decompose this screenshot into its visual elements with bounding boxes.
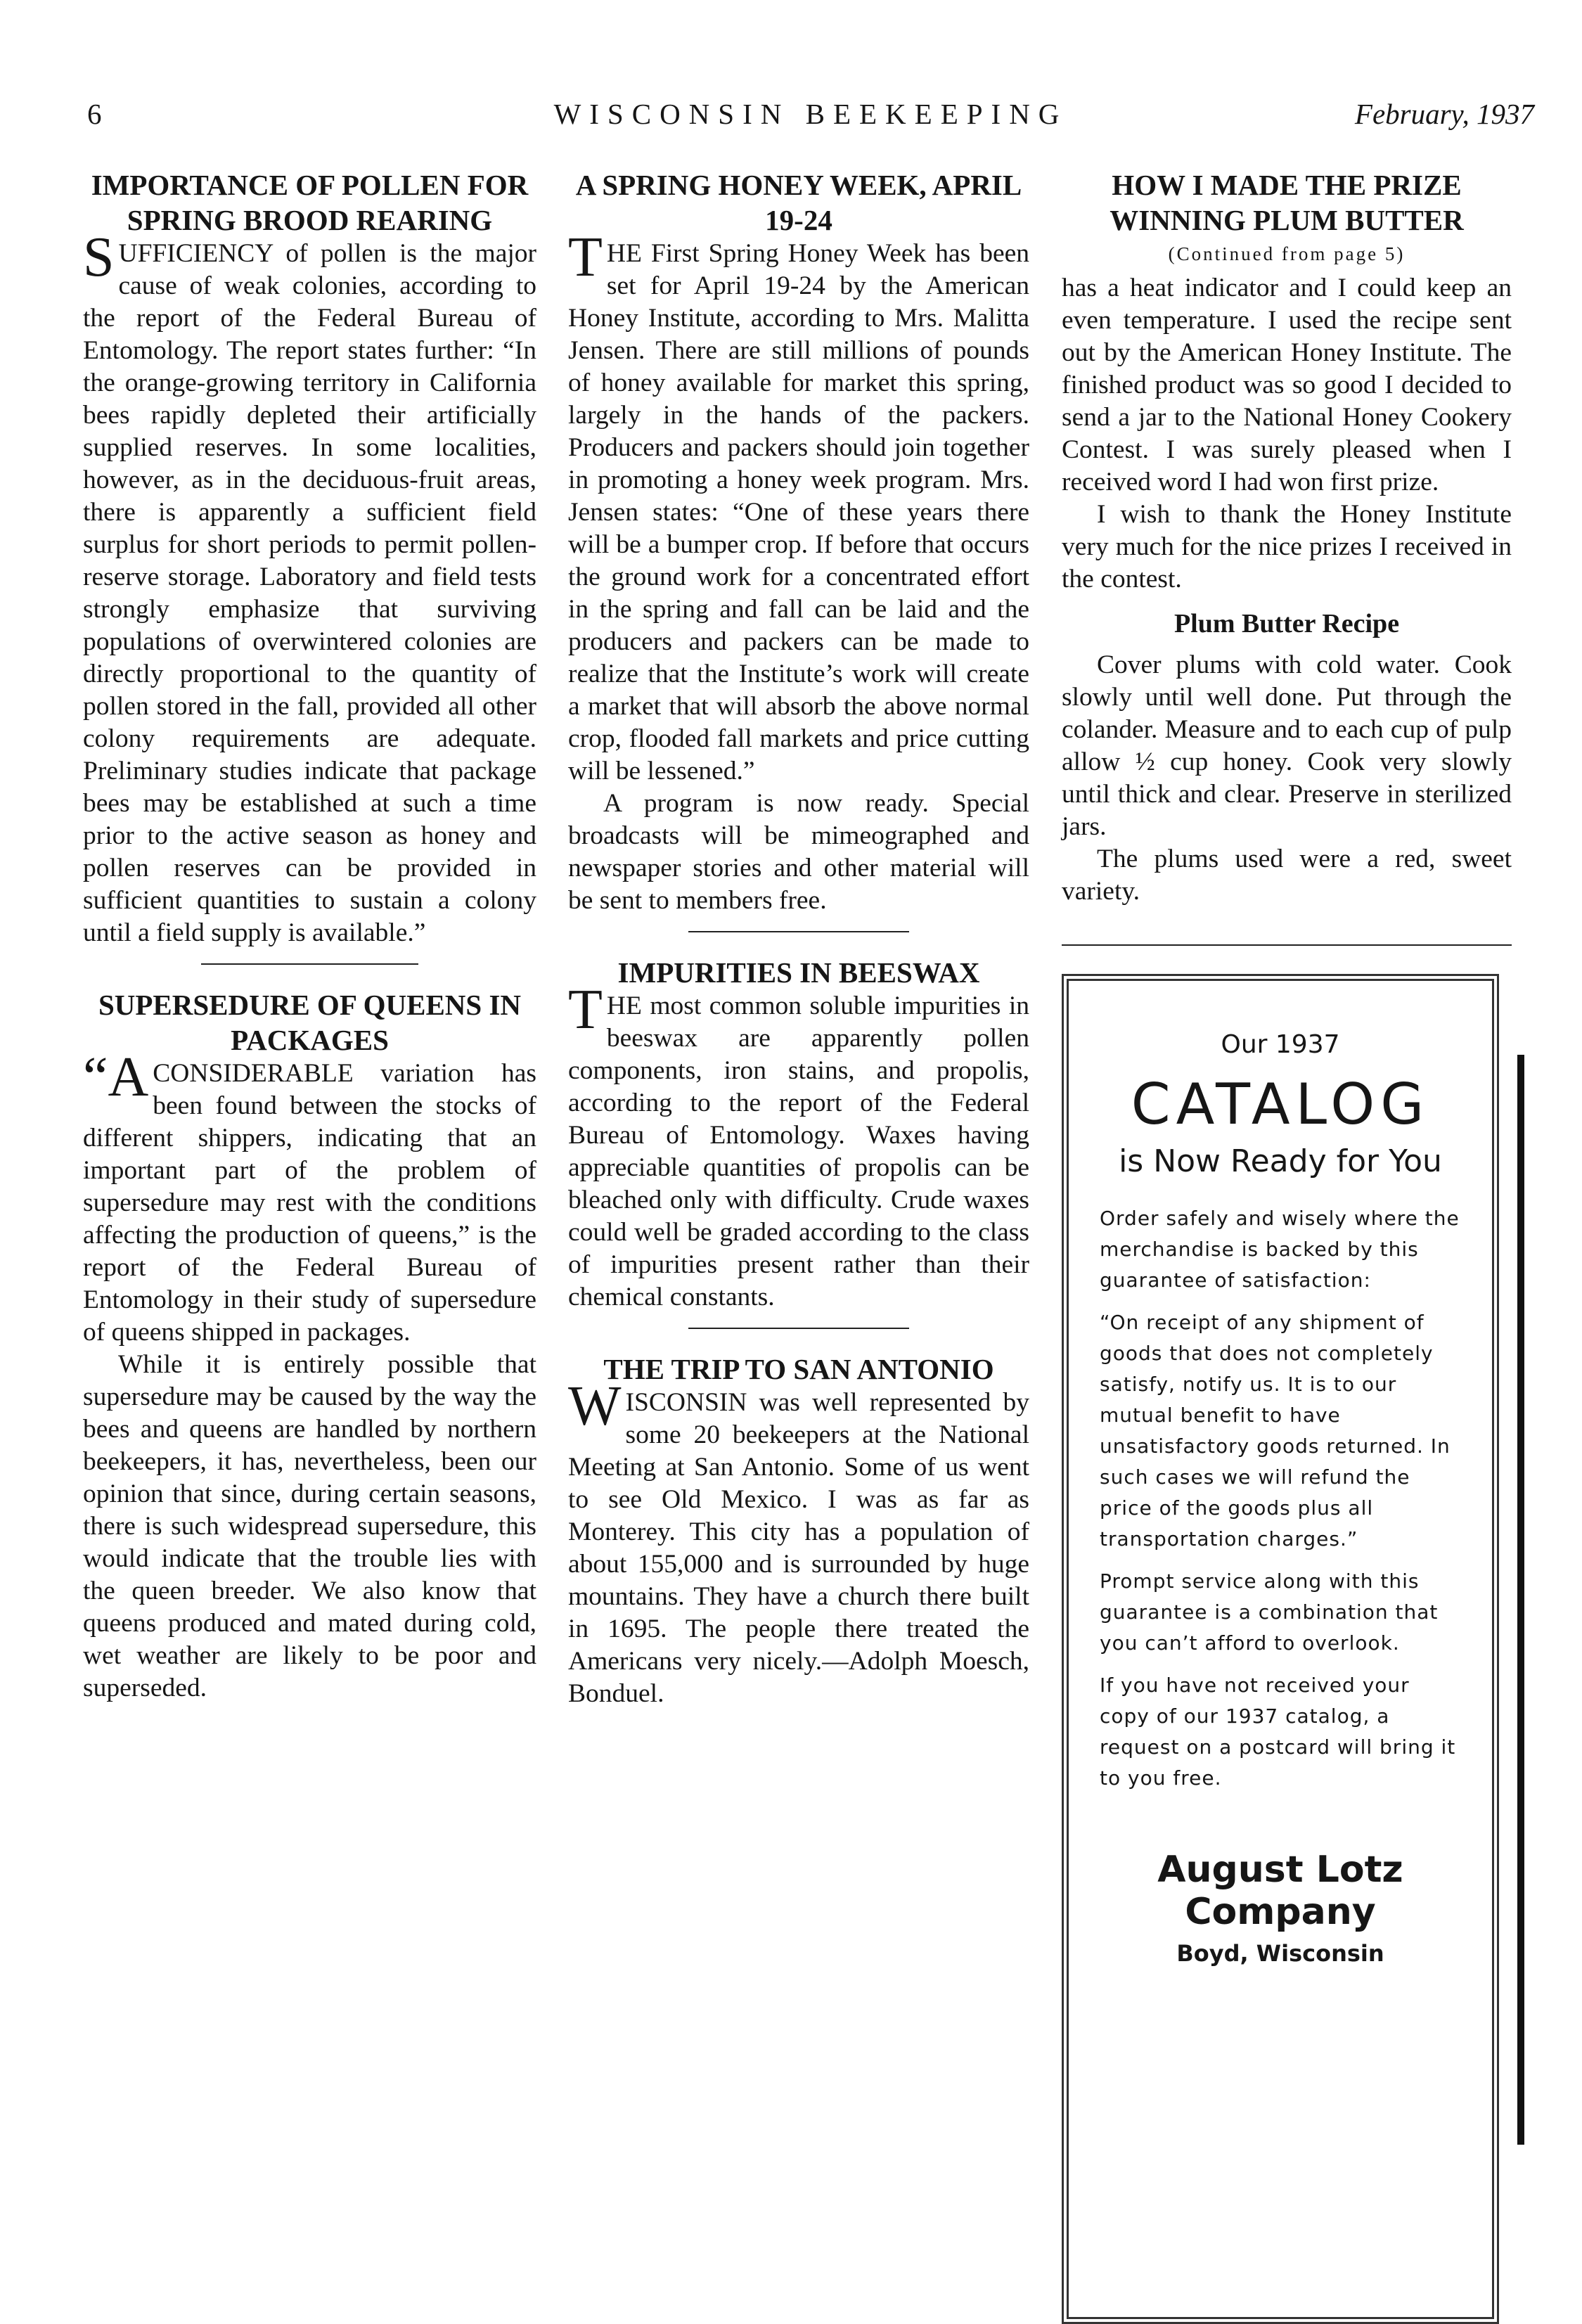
article-paragraph: A program is now ready. Special broadcasts will be mimeographed and newspaper stories and other material will be sent to members free. <box>568 789 1029 915</box>
ad-guarantee: “On receipt of any shipment of goods that does not completely satisfy, notify us. It is to our mutual benefit to have unsatisfactory goods returned. In such cases we will refund the price of the goods plus all transportation charges.” <box>1100 1311 1451 1551</box>
article-beeswax <box>568 955 1029 1314</box>
column-2 <box>568 167 1029 1710</box>
page-header <box>87 97 1534 139</box>
divider <box>688 1328 910 1329</box>
ad-subheadline: is Now Ready for You <box>1119 1143 1442 1179</box>
ad-paragraph: Prompt service along with this guarantee is a combination that you can’t afford to overlook. <box>1100 1569 1439 1655</box>
article-title: IMPURITIES IN BEESWAX <box>617 956 980 989</box>
article-paragraph: I wish to thank the Honey Institute very much for the nice prizes I received in the contest. <box>1062 500 1512 593</box>
article-supersedure <box>83 987 536 1705</box>
article-body: THE most common soluble impurities in beeswax are apparently pollen components, iron stains, and propolis, according to the report of the Federal Bureau of Entomology. Waxes having appreciable quantities of propolis can be bleached only with difficulty. Crude waxes could well be graded according to the class of impurities present rather than their chemical constants. <box>568 979 1029 1311</box>
article-title: SUPERSEDURE OF QUEENS IN PACKAGES <box>98 989 522 1056</box>
article-san-antonio <box>568 1352 1029 1710</box>
recipe-title: Plum Butter Recipe <box>1173 609 1400 638</box>
article-title: IMPORTANCE OF POLLEN FOR SPRING BROOD REARING <box>91 169 529 236</box>
article-body: WISCONSIN was well represented by some 20 beekeepers at the National Meeting at San Antonio. Some of us went to see Old Mexico. I was as far as Monterey. This city has a population of about 155,000 and is surrounded by huge mountains. They have a church there built in 1695. The people there treated the Americans very nicely.—Adolph Moesch, Bonduel. <box>568 1375 1029 1708</box>
article-title: HOW I MADE THE PRIZE WINNING PLUM BUTTER <box>1110 169 1464 236</box>
article-pollen <box>83 167 536 949</box>
drop-cap: “A <box>83 1046 149 1108</box>
article-body: THE First Spring Honey Week has been set for April 19-24 by the American Honey Institute, according to Mrs. Malitta Jensen. There are still millions of pounds of honey available for market this spring, largely in the hands of the packers. Producers and packers should join together in promoting a honey week program. Mrs. Jensen states: “One of these years there will be a bumper crop. If before that occurs the ground work for a concentrated effort in the spring and fall can be laid and the producers and packers can be made to realize that the Institute’s work will create a market that will absorb the above normal crop, flooded fall markets and price cutting will be lessened.” <box>568 226 1029 785</box>
drop-cap: T <box>568 226 603 288</box>
article-paragraph: The plums used were a red, sweet variety. <box>1062 845 1512 906</box>
column-1 <box>83 167 536 1705</box>
column-3 <box>1062 167 1512 2324</box>
ad-line: Our 1937 <box>1221 1030 1340 1059</box>
article-honey-week <box>568 167 1029 917</box>
article-title: A SPRING HONEY WEEK, APRIL 19-24 <box>575 169 1022 236</box>
magazine-title: WISCONSIN BEEKEEPING <box>553 98 1068 130</box>
catalog-advertisement <box>1062 974 1499 2324</box>
drop-cap: S <box>83 226 115 288</box>
ad-paragraph: If you have not received your copy of our 1937 catalog, a request on a postcard will bring it to you free. <box>1100 1674 1456 1790</box>
recipe-paragraph: Cover plums with cold water. Cook slowly until well done. Put through the colander. Measure and to each cup of pulp allow ½ cup honey. Cook very slowly until thick and clear. Preserve in sterilized jars. <box>1062 650 1512 841</box>
company-name: August Lotz Company <box>1157 1849 1403 1933</box>
ad-headline: CATALOG <box>1131 1072 1430 1137</box>
ad-paragraph: Order safely and wisely where the merchandise is backed by this guarantee of satisfaction: <box>1100 1207 1460 1292</box>
article-paragraph: While it is entirely possible that supersedure may be caused by the way the bees and queens are handled by northern beekeepers, it has, nevertheless, been our opinion that since, during certain seasons, there is such widespread supersedure, this would indicate that the trouble lies with the queen breeder. We also know that queens produced and mated during cold, wet weather are likely to be poor and superseded. <box>83 1350 536 1702</box>
article-paragraph: has a heat indicator and I could keep an even temperature. I used the recipe sent out by the American Honey Institute. The finished product was so good I decided to send a jar to the National Honey Cookery Contest. I was surely pleased when I received word I had won first prize. <box>1062 274 1512 496</box>
drop-cap: T <box>568 979 603 1041</box>
continued-note: (Continued from page 5) <box>1168 243 1406 264</box>
article-body: “ACONSIDERABLE variation has been found between the stocks of different shippers, indicating that an important part of the problem of supersedure may rest with the conditions affecting the production of queens,” is the report of the Federal Bureau of Entomology in their study of supersedure of queens shipped in packages. <box>83 1046 536 1347</box>
divider <box>688 931 910 932</box>
divider <box>201 963 419 965</box>
article-title: THE TRIP TO SAN ANTONIO <box>603 1353 994 1385</box>
page-number: 6 <box>87 98 102 130</box>
divider <box>1062 944 1512 946</box>
company-location: Boyd, Wisconsin <box>1176 1940 1384 1967</box>
article-plum-butter <box>1062 167 1512 908</box>
issue-date: February, 1937 <box>1354 98 1534 130</box>
margin-bar <box>1517 1055 1524 2145</box>
drop-cap: W <box>568 1375 622 1437</box>
article-body: SUFFICIENCY of pollen is the major cause of weak colonies, according to the report of the Federal Bureau of Entomology. The report states further: “In the orange-growing territory in California bees rapidly depleted their artificially supplied reserves. In some localities, however, as in the deciduous-fruit areas, there is apparently a sufficient field surplus for short periods to permit pollen-reserve storage. Laboratory and field tests strongly emphasize that surviving populations of overwintered colonies are directly proportional to the quantity of pollen stored in the fall, provided all other colony requirements are adequate. Preliminary studies indicate that package bees may be established at such a time prior to the active season as honey and pollen reserves can be provided in sufficient quantities to sustain a colony until a field supply is available.” <box>83 226 536 947</box>
